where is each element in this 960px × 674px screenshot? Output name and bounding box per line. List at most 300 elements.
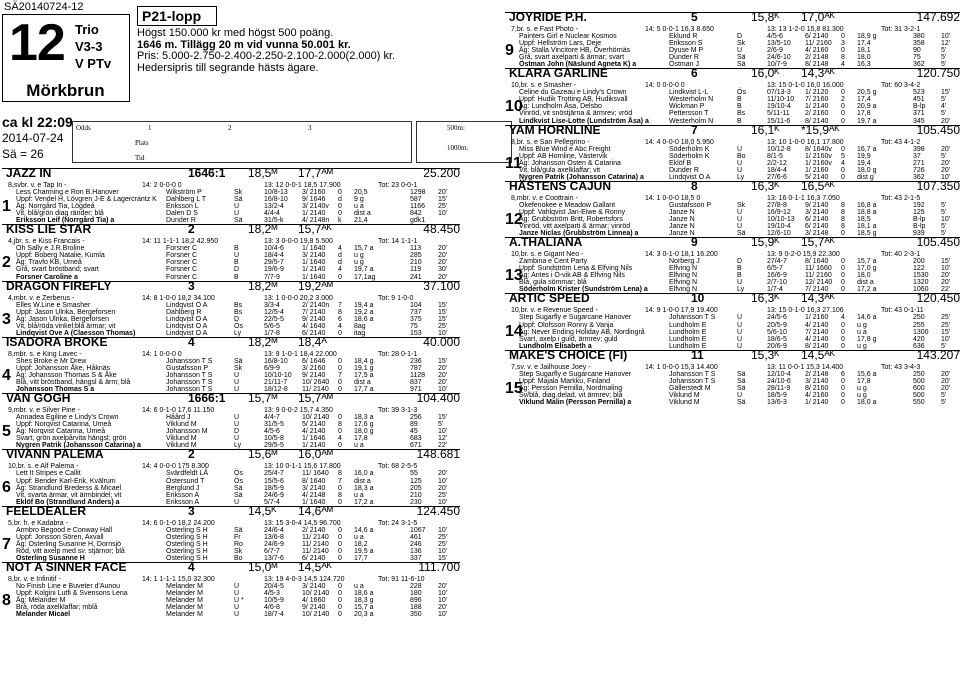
line-cell: dist g (857, 173, 874, 181)
line-cell: 3/ 2140 (805, 377, 829, 385)
line-cell: 6 (338, 315, 342, 323)
line-info: Eriksson Leif (Norrgård Tia) a (16, 217, 115, 225)
line-info: Celine du Gazeau e Lindy's Crown (519, 89, 627, 97)
line-cell: 0 (338, 329, 342, 337)
line-cell: 5/7-4 (264, 498, 280, 506)
line-cell: 10/8-13 (264, 189, 288, 197)
line-cell: U (234, 371, 240, 379)
line-cell: 20' (438, 252, 448, 260)
horse-list-right (505, 12, 960, 406)
line-cell: Bs (234, 308, 243, 316)
line-info: Äg: Johansson Östen & Catarina (519, 159, 621, 167)
line-cell: Pettersson T (669, 110, 709, 118)
line-cell: 636 (913, 342, 925, 350)
line-info: Uppf: Sundström Lena & Elfving Nils (519, 265, 633, 273)
line-cell: 230 (410, 498, 422, 506)
line-cell: 10' (941, 335, 951, 343)
line-cell: U (234, 414, 240, 422)
line-cell: Dahlberg R (166, 308, 202, 316)
race-date: 2014-07-24 (2, 131, 64, 145)
start-number: 2 (2, 254, 11, 272)
line-cell: Söderholm K (669, 145, 710, 153)
horse-sub (2, 182, 460, 189)
line-info: Vinröd, vitt axelparti & ärmar; vinröd (519, 223, 631, 231)
line-cell: 15' (438, 308, 448, 316)
horse-header (505, 237, 960, 251)
sa-value: Sä = 26 (2, 147, 44, 161)
horse-earnings: 120.450 (916, 291, 960, 306)
line-cell: Lundholm E (669, 328, 707, 336)
line-cell: 683 (410, 435, 422, 443)
line-cell: Östersund T (166, 477, 205, 485)
line-cell: 271 (913, 159, 925, 167)
horse-lines (505, 202, 960, 237)
line-info: Nygren Patrik (Johansson Catarina) a (519, 173, 644, 181)
line-cell: Bs (737, 110, 746, 118)
line-cell: 17,2 a (354, 498, 374, 506)
start-number: 15 (505, 379, 523, 397)
horse-name: VIVANN PALEMA (6, 447, 104, 462)
line-cell: 2/ 2140n (302, 301, 330, 309)
line-cell: 22' (941, 286, 951, 294)
horse-name: JOYRIDE P.H. (509, 10, 587, 24)
start-line (505, 110, 960, 117)
horse-name: YAM HORNLINE (509, 122, 601, 137)
line-cell: 8/ 1640v (805, 145, 832, 153)
line-cell: 8 (841, 208, 845, 216)
line-cell: 20' (941, 384, 951, 392)
line-cell: 0 (338, 210, 342, 218)
line-cell: 210 (410, 491, 422, 499)
line-cell: Ös (737, 89, 746, 97)
line-info: Uppf: Hudik Trotting AB, Hudiksvall (519, 96, 628, 104)
line-cell: 15,7 a (354, 604, 374, 612)
line-cell: 5/6-5 (264, 322, 280, 330)
line-cell: 8/ 1640 (805, 258, 829, 266)
start-line (505, 399, 960, 406)
line-cell: 20' (941, 272, 951, 280)
line-cell: 75 (410, 322, 418, 330)
line-info: Söderholm Krister (Sundström Lena) a (519, 286, 648, 294)
line-cell: 0 (338, 611, 342, 619)
line-info: Grå, svart axelparti & ärmar; svart (519, 54, 625, 62)
line-cell: 3/ 2140 (805, 208, 829, 216)
horse-block (505, 347, 960, 406)
line-cell: Sä (737, 61, 746, 69)
horse-pedigree: 10,br. s. e Alf Palema - (8, 463, 79, 471)
line-cell: Johansson T S (166, 379, 213, 387)
line-cell: U (737, 159, 743, 167)
horse-header (2, 168, 460, 182)
horse-name: ISADORA BROKE (6, 334, 108, 349)
line-cell: 13/5-10 (767, 40, 791, 48)
line-cell: Ös (234, 322, 243, 330)
line-cell: 398 (913, 145, 925, 153)
horse-earnings: 40.000 (423, 334, 460, 349)
horse-header (505, 68, 960, 82)
horse-pedigree: 7,br. s. e Fast Photo - (511, 26, 578, 33)
line-cell: 9/ 2140 (302, 315, 326, 323)
line-info: Vit, blå/gula axelklaffar; vit (519, 166, 601, 174)
horse-pedigree: 8,mbr. s. e King Lavec - (8, 350, 82, 358)
line-cell: 19,7 a (857, 117, 877, 125)
horse-block (2, 334, 460, 394)
line-cell: Lindqvist O A (669, 173, 711, 181)
line-cell: 25' (438, 540, 448, 548)
line-cell: 11/ 1660 (805, 265, 832, 273)
line-cell: U (234, 435, 240, 443)
horse-pedigree: 10,br. s. e Gigant Neo - (511, 251, 584, 259)
horse-record-auto: 14,5ᴬᴷ (801, 347, 835, 362)
horse-lines (505, 371, 960, 406)
line-cell: 0 (338, 379, 342, 387)
line-cell: 3/ 2140 (302, 252, 326, 260)
horse-record-auto: 19,2ᴬᴹ (298, 278, 333, 293)
horse-header (505, 347, 960, 364)
line-cell: Wickman P (669, 103, 705, 111)
line-info: Östman John (Näslund Agneta K) a (519, 61, 637, 69)
line-cell: 2/ 2148 (805, 370, 829, 378)
horse-name: JAZZ IN (6, 166, 52, 180)
grid-c1: 1 (148, 124, 152, 132)
horse-header (2, 278, 460, 295)
line-cell: 125 (410, 477, 422, 485)
line-cell: 18,1 (857, 47, 871, 55)
line-cell: 20' (438, 484, 448, 492)
line-cell: 1/ 1640 (302, 498, 326, 506)
bet-type: V3-3 (75, 39, 103, 54)
line-cell: 20' (941, 117, 951, 125)
line-cell: Viklund M (166, 435, 197, 443)
line-cell: Lindqvist O A (166, 301, 208, 309)
horse-pedigree: 10,br. s. e Smasher - (511, 82, 576, 90)
line-cell: 17,8 g (857, 335, 877, 343)
line-cell: 18,5 (857, 215, 871, 223)
line-cell: 0 (841, 272, 845, 280)
line-cell: 18,0 (857, 54, 871, 62)
line-cell: 1/ 2140 (302, 266, 326, 274)
total-stat: Tot: 43 3-4-3 (881, 363, 921, 371)
line-cell: 0 (841, 33, 845, 41)
start-line (505, 329, 960, 336)
horse-record-mark: 15,8ᴷ (751, 10, 780, 24)
start-line (2, 541, 460, 548)
year-stat: 13: 15 0-1-0 16,3 27.106 (767, 307, 844, 315)
line-cell: 20' (941, 279, 951, 287)
line-cell: Osterling S H (166, 526, 208, 534)
year-stat: 13: 10 0-1-1 15,6 17.800 (264, 463, 341, 471)
horse-sub (2, 576, 460, 583)
line-info: Zambina e Cent Party (519, 258, 588, 266)
line-cell: Sä (234, 196, 243, 204)
line-info: Vit, svarta ärmar, vit ärmbindel; vit (16, 491, 122, 499)
line-cell: 500 (913, 377, 925, 385)
line-cell: Johansson T S (166, 386, 213, 394)
line-cell: 10/5-8 (264, 435, 284, 443)
line-cell: 8/ 2140 (805, 342, 829, 350)
line-cell: 16/9-12 (767, 208, 791, 216)
line-cell: 20' (438, 379, 448, 387)
line-cell: U (737, 166, 743, 174)
line-cell: 8 (338, 491, 342, 499)
line-cell: 2/ 2148 (805, 54, 829, 62)
line-info: Lindqvist Ove A (Claesson Thomas) (16, 329, 136, 337)
line-cell: Osterling S H (166, 540, 208, 548)
line-cell: 16,0 a (354, 470, 374, 478)
line-cell: Melander M (166, 604, 203, 612)
start-line (505, 223, 960, 230)
horse-earnings: 124.450 (416, 503, 460, 518)
line-cell: 17,1ag (354, 273, 376, 281)
year-stat: 13: 3 0-0-0 19,8 5.500 (264, 238, 333, 246)
line-info: Uppf: Jason Ulrika, Bergeforsen (16, 308, 116, 316)
start-line (505, 89, 960, 96)
line-cell: 5' (941, 208, 947, 216)
line-cell: Sä (737, 377, 746, 385)
horse-lines (2, 302, 460, 337)
line-cell: 18,0 (857, 272, 871, 280)
line-cell: 0 (841, 258, 845, 266)
line-cell: 0 (338, 386, 342, 394)
line-cell: u g (857, 321, 867, 329)
start-line (2, 372, 460, 379)
line-cell: 16,8 a (857, 201, 877, 209)
horse-earnings: 107.350 (916, 178, 960, 193)
line-cell: Wikström P (166, 189, 202, 197)
line-cell: 18,4 g (354, 357, 374, 365)
line-cell: 4/ 2140 (805, 321, 829, 329)
year-stat: 13: 1 0-0-0 20,2 3.000 (264, 294, 333, 302)
year-stat: 13: 16 0-1-1 16,3 7.050 (767, 194, 840, 202)
line-cell: 20/5-9 (767, 321, 787, 329)
line-cell: Gustafsson P (166, 364, 209, 372)
line-cell: Westerholm N (669, 117, 714, 125)
start-line (505, 160, 960, 167)
start-line (2, 358, 460, 365)
line-cell: 3 (841, 40, 845, 48)
start-number: 10 (505, 98, 523, 116)
start-line (2, 379, 460, 386)
line-cell: 205 (410, 484, 422, 492)
line-cell: 5' (941, 398, 947, 406)
line-cell: 25' (438, 322, 448, 330)
grid-500m: 500m: (447, 124, 465, 132)
line-cell: 0 (338, 590, 342, 598)
line-cell: 20' (941, 159, 951, 167)
start-line (2, 316, 460, 323)
line-cell: 0 (841, 110, 845, 118)
line-cell: Melander M (166, 590, 203, 598)
line-cell: 10' (438, 590, 448, 598)
horse-earnings: 48.450 (423, 222, 460, 237)
line-cell: 19/10-4 (767, 223, 791, 231)
line-cell: U (737, 342, 743, 350)
line-cell: 17,0 g (857, 265, 877, 273)
line-cell: 4/6-8 (264, 604, 280, 612)
line-cell: Lundholm E (669, 335, 707, 343)
horse-pedigree: 8,br. s. e San Pellegrino - (511, 138, 590, 146)
line-cell: 20' (438, 364, 448, 372)
line-cell: 2/ 2160 (805, 110, 829, 118)
line-info: Oh Sally e J.R.Broline (16, 245, 85, 253)
line-cell: 10' (438, 210, 448, 218)
line-cell: Sk (234, 364, 243, 372)
line-cell: 461 (410, 533, 422, 541)
line-cell: dist a (354, 477, 371, 485)
line-cell: 10' (438, 386, 448, 394)
line-cell: 18,6 a (354, 590, 374, 598)
line-cell: 837 (410, 379, 422, 387)
line-cell: 550 (913, 398, 925, 406)
line-info: Lundholm Elisabeth a (519, 342, 592, 350)
line-cell: 19,5 a (354, 547, 374, 555)
start-number: 9 (505, 42, 514, 60)
line-cell: 1/ 2160v (805, 159, 832, 167)
time-info (2, 114, 73, 162)
line-info: Janze Niclas (Grubbström Linnea) a (519, 230, 639, 238)
horse-block (2, 503, 460, 562)
line-cell: Elfving N (669, 286, 698, 294)
line-cell: Sk (737, 201, 746, 209)
horse-earnings: 25.200 (423, 166, 460, 180)
line-info: Forsner Caroline a (16, 273, 78, 281)
line-cell: 358 (913, 40, 925, 48)
line-cell: 20' (438, 583, 448, 591)
line-info: Röd, vitt axelp med sv. stjärnor; blå (16, 547, 125, 555)
line-cell: 4 (338, 322, 342, 330)
line-cell: 7 (338, 477, 342, 485)
odds-grid (72, 121, 412, 163)
line-cell: 1/ 2140 (302, 210, 326, 218)
line-info: Lindkvist Lise-Lotte (Lundström Åsa) a (519, 117, 649, 125)
line-cell: 16,7 a (857, 145, 877, 153)
line-cell: 5 (841, 152, 845, 160)
year-stat: 14: 1 0-0-0 15,3 14.400 (645, 363, 718, 371)
line-cell: D (234, 266, 240, 274)
line-cell: 12/10-4 (767, 370, 791, 378)
horse-record: 10 (691, 291, 705, 306)
line-cell: 4/4-7 (264, 414, 280, 422)
horse-record: 4 (188, 334, 195, 349)
start-line (505, 216, 960, 223)
year-stat: 14: 4 0-0-0 175 8.300 (142, 463, 209, 471)
line-cell: 10' (438, 498, 448, 506)
line-cell: 939 (913, 230, 925, 238)
line-cell: Sä (234, 491, 243, 499)
line-cell: Lundholm E (669, 321, 707, 329)
line-cell: 4 (338, 245, 342, 253)
year-stat: 14: 3 0-1-0 18,1 16.200 (645, 251, 718, 259)
line-cell: 20' (438, 604, 448, 612)
line-cell: 15,7 a (857, 258, 877, 266)
line-cell: gdk1 (410, 217, 426, 225)
line-cell: 0 (338, 364, 342, 372)
year-stat: 14: 6 0-1-0 18,2 24.200 (142, 519, 215, 527)
total-stat: Tot: 43 0-1-11 (881, 307, 924, 315)
line-cell: 10' (438, 547, 448, 555)
line-cell: 20' (438, 259, 448, 267)
line-cell: u a (354, 583, 364, 591)
line-cell: 20' (438, 371, 448, 379)
split-grid (416, 121, 512, 163)
horse-record-mark: 18,2ᴹ (248, 278, 278, 293)
line-cell: 17,7 (354, 554, 368, 562)
line-cell: 0 (338, 498, 342, 506)
line-cell: Fr (234, 533, 241, 541)
line-cell: 3/3-4 (264, 301, 280, 309)
horse-block (505, 237, 960, 293)
line-cell: Ly (234, 442, 242, 450)
line-cell: 29/5-5 (264, 442, 284, 450)
line-cell: 0 (338, 547, 342, 555)
horse-record: 2 (188, 222, 195, 237)
line-cell: 0 (338, 540, 342, 548)
line-info: Lett It Stripes e Callit (16, 470, 81, 478)
line-cell: 4/ 2160 (805, 391, 829, 399)
line-cell: 30' (438, 266, 448, 274)
line-cell: Eriksson A (166, 491, 200, 499)
line-cell: 119 (410, 266, 422, 274)
line-cell: Forsner C (166, 266, 198, 274)
line-cell: Elfving N (669, 265, 698, 273)
line-cell: 671 (410, 442, 422, 450)
start-number: 6 (2, 479, 11, 497)
line-cell: d (338, 252, 342, 260)
line-cell: Lundholm E (669, 342, 707, 350)
horse-sub (505, 251, 960, 258)
line-cell: 55 (410, 470, 418, 478)
line-cell: 362 (913, 173, 925, 181)
line-cell: dist a (857, 279, 874, 287)
line-cell: 255 (913, 321, 925, 329)
horse-name: A.THALIANA (509, 235, 583, 250)
start-line (505, 392, 960, 399)
line-cell: D (737, 33, 743, 41)
line-cell: 20/4-5 (264, 583, 284, 591)
line-info: Äg: Never Ending Holiday AB, Nordingrå (519, 328, 645, 336)
line-cell: Sk (737, 40, 746, 48)
line-cell: 25/4-7 (264, 470, 284, 478)
start-line (2, 470, 460, 477)
line-cell: 17,2 a (857, 286, 877, 294)
line-cell: 18,2 (354, 540, 368, 548)
horse-earnings: 147.692 (916, 10, 960, 24)
line-cell: 10' (438, 477, 448, 485)
line-cell: U (737, 145, 743, 153)
start-line (505, 153, 960, 160)
line-cell: 8/ 2140 (805, 117, 829, 125)
line-cell: 17,5 a (354, 371, 374, 379)
bet-type: V PTv (75, 56, 112, 71)
year-stat: 13: 15 0-1-0 16,0 16.000 (767, 82, 844, 90)
start-number: 13 (505, 267, 523, 285)
line-cell: 0 (338, 203, 342, 211)
year-stat: 13: 10 1-0-0 16,1 17.800 (767, 138, 844, 146)
line-cell: 25' (941, 321, 951, 329)
line-cell: 1128 (410, 371, 426, 379)
line-cell: 104 (410, 301, 422, 309)
line-info: Annadea Egiline e Lindy's Crown (16, 414, 119, 422)
horse-record-mark: 16,1ᴷ (751, 122, 780, 137)
line-cell: 4 (338, 266, 342, 274)
line-cell: 7/7-9 (264, 273, 280, 281)
line-cell: 9 g (354, 196, 364, 204)
line-cell: 18/6-5 (767, 335, 787, 343)
line-cell: Forsner C (166, 259, 198, 267)
line-cell: 18,0 g (857, 166, 877, 174)
line-cell: 12/6-10 (767, 230, 791, 238)
prize-line: Högst 150.000 kr med högst 500 poäng. (137, 27, 334, 39)
